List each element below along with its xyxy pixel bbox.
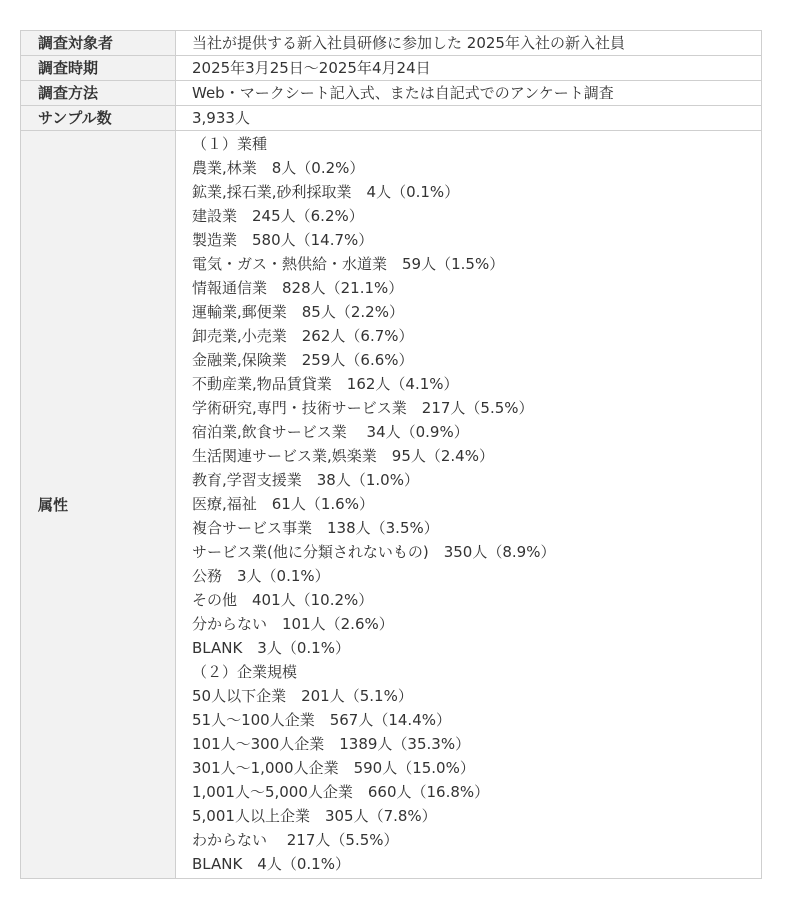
- survey-overview-table: [20, 30, 762, 879]
- row-label: 調査方法: [21, 81, 176, 106]
- attribute-line: （１）業種: [192, 135, 268, 153]
- attribute-line: 情報通信業 828人（21.1%）: [192, 279, 404, 297]
- attribute-line: わからない 217人（5.5%）: [192, 831, 399, 849]
- attribute-line: 学術研究,専門・技術サービス業 217人（5.5%）: [192, 399, 534, 417]
- row-label: 調査時期: [21, 56, 176, 81]
- attribute-line: （２）企業規模: [192, 663, 298, 681]
- attribute-line: BLANK 4人（0.1%）: [192, 855, 350, 873]
- attribute-line: 電気・ガス・熱供給・水道業 59人（1.5%）: [192, 255, 505, 273]
- attribute-line: 製造業 580人（14.7%）: [192, 231, 374, 249]
- attribute-line: 生活関連サービス業,娯楽業 95人（2.4%）: [192, 447, 494, 465]
- attribute-line: 301人〜1,000人企業 590人（15.0%）: [192, 759, 475, 777]
- row-subject: [21, 31, 762, 56]
- attribute-line: 101人〜300人企業 1389人（35.3%）: [192, 735, 471, 753]
- attribute-line: 不動産業,物品賃貸業 162人（4.1%）: [192, 375, 459, 393]
- attribute-line: 分からない 101人（2.6%）: [192, 615, 394, 633]
- row-label: 属性: [21, 131, 176, 879]
- attribute-line: 教育,学習支援業 38人（1.0%）: [192, 471, 419, 489]
- attribute-line: 5,001人以上企業 305人（7.8%）: [192, 807, 437, 825]
- attribute-line: 複合サービス事業 138人（3.5%）: [192, 519, 439, 537]
- row-period: [21, 56, 762, 81]
- attribute-line: 宿泊業,飲食サービス業 34人（0.9%）: [192, 423, 469, 441]
- row-label: 調査対象者: [21, 31, 176, 56]
- attribute-line: 公務 3人（0.1%）: [192, 567, 330, 585]
- attribute-line: 鉱業,採石業,砂利採取業 4人（0.1%）: [192, 183, 460, 201]
- row-attributes: [21, 131, 762, 879]
- attribute-line: 建設業 245人（6.2%）: [192, 207, 364, 225]
- row-value: 3,933人: [176, 106, 762, 131]
- row-sample-size: [21, 106, 762, 131]
- attribute-line: 50人以下企業 201人（5.1%）: [192, 687, 413, 705]
- attribute-line: 1,001人〜5,000人企業 660人（16.8%）: [192, 783, 490, 801]
- row-value: 当社が提供する新入社員研修に参加した 2025年入社の新入社員: [176, 31, 762, 56]
- row-value: 2025年3月25日〜2025年4月24日: [176, 56, 762, 81]
- attribute-line: 金融業,保険業 259人（6.6%）: [192, 351, 414, 369]
- attribute-line: BLANK 3人（0.1%）: [192, 639, 350, 657]
- attribute-line: 卸売業,小売業 262人（6.7%）: [192, 327, 414, 345]
- attribute-line: 51人〜100人企業 567人（14.4%）: [192, 711, 451, 729]
- attribute-line: サービス業(他に分類されないもの) 350人（8.9%）: [192, 543, 556, 561]
- attribute-list: [192, 131, 761, 878]
- attribute-line: 医療,福祉 61人（1.6%）: [192, 495, 374, 513]
- attribute-line: その他 401人（10.2%）: [192, 591, 374, 609]
- attribute-line: 農業,林業 8人（0.2%）: [192, 159, 365, 177]
- attributes-cell: [176, 131, 762, 879]
- attribute-line: 運輸業,郵便業 85人（2.2%）: [192, 303, 404, 321]
- row-label: サンプル数: [21, 106, 176, 131]
- row-method: [21, 81, 762, 106]
- row-value: Web・マークシート記入式、または自記式でのアンケート調査: [176, 81, 762, 106]
